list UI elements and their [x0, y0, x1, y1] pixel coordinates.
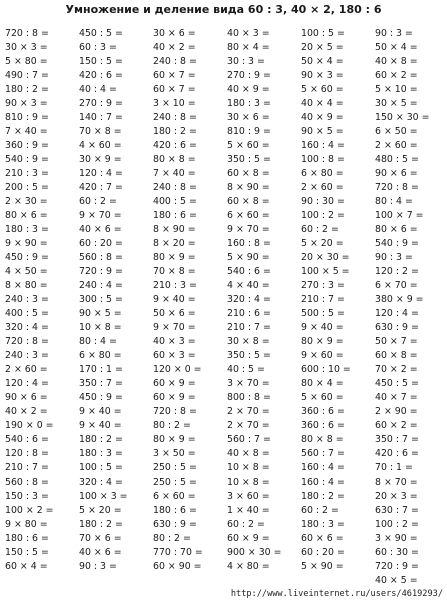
exercise-cell: 180 : 2 = [5, 84, 49, 96]
exercise-cell: 560 : 7 = [227, 434, 271, 446]
exercise-cell: 40 × 8 = [375, 56, 418, 68]
exercise-cell: 2 × 70 = [227, 406, 270, 418]
exercise-cell: 120 × 0 = [153, 364, 202, 376]
exercise-cell: 5 × 60 = [301, 84, 344, 96]
exercise-cell: 60 : 2 = [301, 504, 339, 516]
exercise-cell: 9 × 70 = [153, 322, 196, 334]
exercise-cell: 30 : 3 = [227, 56, 265, 68]
exercise-cell: 150 : 5 = [79, 56, 123, 68]
exercise-cell: 250 : 5 = [153, 462, 197, 474]
exercise-cell: 2 × 70 = [227, 420, 270, 432]
exercise-cell: 60 : 2 = [227, 518, 265, 530]
exercise-cell: 60 : 20 = [79, 238, 123, 250]
exercise-cell: 4 × 40 = [227, 280, 270, 292]
exercise-cell: 9 × 40 = [153, 294, 196, 306]
exercise-cell: 80 × 6 = [375, 224, 418, 236]
exercise-cell: 540 : 6 = [227, 266, 271, 278]
exercise-cell: 300 : 5 = [79, 294, 123, 306]
exercise-cell: 120 : 4 = [5, 378, 49, 390]
exercise-cell: 90 × 6 = [375, 168, 418, 180]
exercise-cell: 5 × 90 = [301, 560, 344, 572]
exercise-cell: 100 : 2 = [301, 210, 345, 222]
exercise-cell: 630 : 9 = [153, 518, 197, 530]
exercise-cell: 350 : 5 = [227, 154, 271, 166]
exercise-cell: 90 × 3 = [5, 98, 48, 110]
exercise-cell: 100 : 2 = [375, 518, 419, 530]
exercise-cell: 90 : 3 = [79, 560, 117, 572]
exercise-cell: 10 × 8 = [79, 322, 122, 334]
exercise-cell: 360 : 6 = [301, 406, 345, 418]
exercise-cell: 90 × 5 = [301, 126, 344, 138]
exercise-cell: 160 : 8 = [227, 238, 271, 250]
exercise-cell: 210 : 7 = [227, 322, 271, 334]
exercise-cell: 180 : 2 = [153, 126, 197, 138]
exercise-cell: 4 × 50 = [5, 266, 48, 278]
exercise-cell: 8 × 80 = [5, 280, 48, 292]
exercise-cell: 9 × 60 = [301, 350, 344, 362]
exercise-cell: 140 : 7 = [79, 112, 123, 124]
exercise-cell: 90 × 6 = [5, 392, 48, 404]
exercise-cell: 160 : 4 = [301, 476, 345, 488]
exercise-cell: 40 × 3 = [153, 336, 196, 348]
exercise-cell: 450 : 5 = [79, 28, 123, 39]
exercise-cell: 180 : 3 = [227, 98, 271, 110]
exercise-cell: 480 : 5 = [375, 154, 419, 166]
exercise-cell: 2 × 30 = [5, 196, 48, 208]
exercise-cell: 6 × 50 = [375, 126, 418, 138]
exercise-cell: 560 : 8 = [79, 252, 123, 264]
exercise-cell: 40 × 9 = [227, 84, 270, 96]
exercise-cell: 40 : 4 = [79, 84, 117, 96]
exercise-cell: 5 × 20 = [79, 504, 122, 516]
exercise-cell: 20 × 5 = [301, 42, 344, 54]
exercise-cell: 210 : 3 = [153, 280, 197, 292]
exercise-cell: 5 × 60 = [301, 392, 344, 404]
exercise-cell: 3 × 60 = [227, 490, 270, 502]
exercise-cell: 200 : 5 = [5, 182, 49, 194]
exercise-cell: 50 × 7 = [375, 336, 418, 348]
exercise-cell: 560 : 8 = [5, 476, 49, 488]
exercise-cell: 150 : 3 = [5, 490, 49, 502]
exercise-cell: 60 : 3 = [79, 42, 117, 54]
exercise-cell: 380 × 9 = [375, 294, 424, 306]
exercise-cell: 9 × 70 = [79, 210, 122, 222]
exercise-cell: 900 × 30 = [227, 546, 282, 558]
exercise-cell: 240 : 8 = [153, 56, 197, 68]
exercise-cell: 810 : 9 = [5, 112, 49, 124]
exercise-cell: 80 × 6 = [5, 210, 48, 222]
exercise-cell: 40 × 6 = [79, 224, 122, 236]
exercise-cell: 80 × 9 = [153, 434, 196, 446]
exercise-cell: 40 × 4 = [301, 98, 344, 110]
exercise-cell: 400 : 5 = [153, 196, 197, 208]
exercise-cell: 60 × 9 = [227, 532, 270, 544]
exercise-cell: 80 × 9 = [301, 336, 344, 348]
exercise-cell: 50 × 4 = [375, 42, 418, 54]
exercise-cell: 450 : 5 = [375, 378, 419, 390]
exercise-cell: 6 × 70 = [375, 280, 418, 292]
exercise-cell: 40 : 5 = [227, 364, 265, 376]
worksheet-title: Умножение и деление вида 60 : 3, 40 × 2, 180 : 6 [65, 3, 382, 16]
exercise-cell: 80 × 4 = [301, 378, 344, 390]
exercise-cell: 40 × 5 = [375, 574, 418, 586]
exercise-cell: 8 × 20 = [153, 238, 196, 250]
exercise-cell: 160 : 4 = [301, 462, 345, 474]
exercise-cell: 720 : 8 = [5, 336, 49, 348]
exercise-cell: 720 : 9 = [375, 560, 419, 572]
exercise-cell: 180 : 2 = [79, 518, 123, 530]
exercise-cell: 800 : 8 = [227, 392, 271, 404]
exercise-cell: 180 : 6 = [5, 532, 49, 544]
exercise-cell: 60 : 30 = [375, 546, 419, 558]
exercise-cell: 60 × 2 = [375, 70, 418, 82]
exercise-cell: 420 : 6 = [375, 448, 419, 460]
exercise-cell: 60 × 8 = [227, 196, 270, 208]
exercise-cell: 80 × 9 = [153, 252, 196, 264]
exercise-cell: 8 × 70 = [375, 476, 418, 488]
exercise-cell: 9 × 40 = [79, 420, 122, 432]
exercise-cell: 190 × 0 = [5, 420, 54, 432]
exercise-cell: 9 × 40 = [301, 322, 344, 334]
exercise-cell: 50 × 4 = [301, 56, 344, 68]
exercise-cell: 80 × 8 = [153, 154, 196, 166]
exercise-cell: 720 : 9 = [79, 266, 123, 278]
exercise-cell: 9 × 70 = [227, 224, 270, 236]
exercise-cell: 720 : 8 = [375, 182, 419, 194]
exercise-cell: 80 × 8 = [301, 434, 344, 446]
exercise-cell: 3 × 10 = [153, 98, 196, 110]
exercise-cell: 60 × 3 = [153, 350, 196, 362]
exercise-cell: 1 × 40 = [227, 504, 270, 516]
exercise-cell: 150 × 30 = [375, 112, 430, 124]
exercise-cell: 60 : 2 = [301, 224, 339, 236]
exercise-cell: 7 × 40 = [5, 126, 48, 138]
exercise-cell: 250 : 5 = [153, 476, 197, 488]
exercise-cell: 120 : 8 = [5, 448, 49, 460]
exercise-cell: 10 × 8 = [227, 462, 270, 474]
exercise-cell: 6 × 80 = [79, 350, 122, 362]
exercise-cell: 40 × 3 = [227, 28, 270, 39]
exercise-cell: 360 : 9 = [5, 140, 49, 152]
exercise-cell: 3 × 70 = [227, 378, 270, 390]
exercise-cell: 80 : 2 = [153, 532, 191, 544]
exercise-cell: 90 : 3 = [375, 28, 413, 39]
exercise-cell: 350 : 7 = [79, 378, 123, 390]
exercise-cell: 100 : 5 = [301, 28, 345, 39]
exercise-cell: 9 × 40 = [79, 406, 122, 418]
exercise-cell: 90 : 3 = [375, 252, 413, 264]
exercise-cell: 240 : 8 = [153, 112, 197, 124]
exercise-cell: 720 : 8 = [5, 28, 49, 39]
exercise-cell: 5 × 90 = [227, 252, 270, 264]
exercise-cell: 240 : 3 = [5, 294, 49, 306]
exercise-cell: 100 : 5 = [79, 462, 123, 474]
exercise-cell: 160 : 4 = [301, 140, 345, 152]
exercise-cell: 240 : 8 = [153, 182, 197, 194]
exercise-cell: 540 : 9 = [5, 154, 49, 166]
exercise-cell: 9 × 80 = [5, 518, 48, 530]
exercise-cell: 30 × 3 = [5, 42, 48, 54]
exercise-cell: 10 × 8 = [227, 476, 270, 488]
exercise-cell: 180 : 6 = [153, 210, 197, 222]
exercise-cell: 60 × 9 = [153, 378, 196, 390]
exercise-cell: 320 : 4 = [5, 322, 49, 334]
exercise-cell: 810 : 9 = [227, 126, 271, 138]
exercise-cell: 40 × 8 = [227, 448, 270, 460]
exercise-cell: 60 × 90 = [153, 560, 202, 572]
exercise-cell: 2 × 60 = [5, 364, 48, 376]
exercise-cell: 180 : 2 = [79, 434, 123, 446]
exercise-cell: 6 × 60 = [227, 210, 270, 222]
exercise-cell: 70 × 6 = [79, 532, 122, 544]
exercise-cell: 270 : 9 = [79, 98, 123, 110]
exercise-cell: 3 × 90 = [375, 532, 418, 544]
exercise-cell: 120 : 2 = [375, 266, 419, 278]
exercise-cell: 20 × 3 = [375, 490, 418, 502]
exercise-cell: 90 × 3 = [301, 70, 344, 82]
exercise-cell: 6 × 60 = [153, 490, 196, 502]
exercise-cell: 240 : 3 = [5, 350, 49, 362]
exercise-cell: 180 : 3 = [301, 518, 345, 530]
exercise-cell: 70 × 8 = [79, 126, 122, 138]
exercise-cell: 180 : 2 = [301, 490, 345, 502]
exercise-cell: 40 × 9 = [301, 112, 344, 124]
exercise-cell: 150 : 5 = [5, 546, 49, 558]
exercise-cell: 2 × 90 = [375, 406, 418, 418]
exercise-cell: 7 × 40 = [153, 168, 196, 180]
exercise-cell: 70 × 2 = [375, 364, 418, 376]
exercise-cell: 490 : 7 = [5, 70, 49, 82]
exercise-cell: 60 × 4 = [5, 560, 48, 572]
exercise-cell: 50 × 6 = [153, 308, 196, 320]
exercise-cell: 60 × 2 = [375, 420, 418, 432]
exercise-cell: 60 × 7 = [153, 84, 196, 96]
exercise-cell: 420 : 7 = [79, 182, 123, 194]
exercise-cell: 20 × 30 = [301, 252, 350, 264]
exercise-cell: 40 × 6 = [79, 546, 122, 558]
exercise-cell: 420 : 6 = [79, 70, 123, 82]
exercise-cell: 70 × 8 = [153, 266, 196, 278]
exercise-cell: 30 × 5 = [375, 98, 418, 110]
exercise-cell: 120 : 4 = [79, 168, 123, 180]
exercise-cell: 350 : 7 = [375, 434, 419, 446]
exercise-cell: 630 : 7 = [375, 504, 419, 516]
exercise-cell: 210 : 7 = [301, 294, 345, 306]
exercise-cell: 450 : 9 = [79, 392, 123, 404]
exercise-cell: 270 : 3 = [301, 280, 345, 292]
exercise-cell: 70 : 1 = [375, 462, 413, 474]
exercise-cell: 60 × 7 = [153, 70, 196, 82]
exercise-cell: 560 : 7 = [301, 448, 345, 460]
exercise-cell: 60 × 9 = [153, 392, 196, 404]
exercise-cell: 320 : 4 = [79, 476, 123, 488]
exercise-cell: 30 × 9 = [79, 154, 122, 166]
exercise-cell: 6 × 80 = [301, 168, 344, 180]
exercise-cell: 40 × 7 = [375, 392, 418, 404]
exercise-cell: 40 × 2 = [153, 42, 196, 54]
exercise-cell: 270 : 9 = [227, 70, 271, 82]
exercise-cell: 320 : 4 = [227, 294, 271, 306]
exercise-cell: 720 : 8 = [153, 406, 197, 418]
exercise-cell: 180 : 6 = [153, 504, 197, 516]
exercise-cell: 5 × 80 = [5, 56, 48, 68]
exercise-cell: 60 : 20 = [301, 546, 345, 558]
exercise-cell: 540 : 6 = [5, 434, 49, 446]
exercise-cell: 450 : 9 = [5, 252, 49, 264]
exercise-cell: 9 × 90 = [5, 238, 48, 250]
exercise-cell: 4 × 60 = [79, 140, 122, 152]
exercise-cell: 3 × 50 = [153, 448, 196, 460]
exercise-cell: 80 : 4 = [79, 336, 117, 348]
exercise-cell: 8 × 90 = [227, 182, 270, 194]
watermark-url: http://www.liveinternet.ru/users/4619293/ [230, 589, 443, 599]
exercise-cell: 630 : 9 = [375, 322, 419, 334]
exercise-cell: 5 × 10 = [375, 84, 418, 96]
exercise-cell: 2 × 60 = [375, 140, 418, 152]
exercise-cell: 770 : 70 = [153, 546, 203, 558]
exercise-cell: 500 : 5 = [301, 308, 345, 320]
exercise-cell: 5 × 20 = [301, 238, 344, 250]
exercise-cell: 5 × 60 = [227, 140, 270, 152]
exercise-cell: 60 × 8 = [227, 168, 270, 180]
exercise-cell: 60 × 8 = [375, 350, 418, 362]
exercise-cell: 100 × 3 = [79, 490, 128, 502]
exercise-cell: 2 × 60 = [301, 182, 344, 194]
exercise-cell: 90 × 5 = [79, 308, 122, 320]
exercise-cell: 540 : 9 = [375, 238, 419, 250]
exercise-cell: 100 × 7 = [375, 210, 424, 222]
exercise-cell: 30 × 6 = [153, 28, 196, 39]
exercise-cell: 40 × 2 = [5, 406, 48, 418]
exercise-cell: 210 : 6 = [227, 308, 271, 320]
exercise-cell: 60 : 2 = [79, 196, 117, 208]
exercise-cell: 240 : 4 = [79, 280, 123, 292]
exercise-cell: 210 : 3 = [5, 168, 49, 180]
exercise-cell: 100 × 5 = [301, 266, 350, 278]
exercise-cell: 90 : 30 = [301, 196, 345, 208]
exercise-cell: 360 : 6 = [301, 420, 345, 432]
exercise-cell: 100 : 8 = [301, 154, 345, 166]
exercise-cell: 120 : 4 = [375, 308, 419, 320]
exercise-cell: 8 × 90 = [153, 224, 196, 236]
exercise-cell: 80 : 4 = [375, 196, 413, 208]
exercise-cell: 180 : 3 = [79, 448, 123, 460]
exercise-cell: 80 : 2 = [153, 420, 191, 432]
exercise-cell: 100 × 2 = [5, 504, 54, 516]
exercise-cell: 400 : 5 = [5, 308, 49, 320]
exercise-cell: 30 × 6 = [227, 112, 270, 124]
exercise-grid [5, 27, 445, 588]
exercise-cell: 350 : 5 = [227, 350, 271, 362]
exercise-cell: 600 : 10 = [301, 364, 351, 376]
exercise-cell: 4 × 80 = [227, 560, 270, 572]
exercise-cell: 30 × 8 = [227, 336, 270, 348]
exercise-cell: 80 × 4 = [227, 42, 270, 54]
exercise-cell: 420 : 6 = [153, 140, 197, 152]
exercise-cell: 180 : 3 = [5, 224, 49, 236]
exercise-cell: 60 × 6 = [301, 532, 344, 544]
exercise-cell: 210 : 7 = [5, 462, 49, 474]
exercise-cell: 170 : 1 = [79, 364, 123, 376]
